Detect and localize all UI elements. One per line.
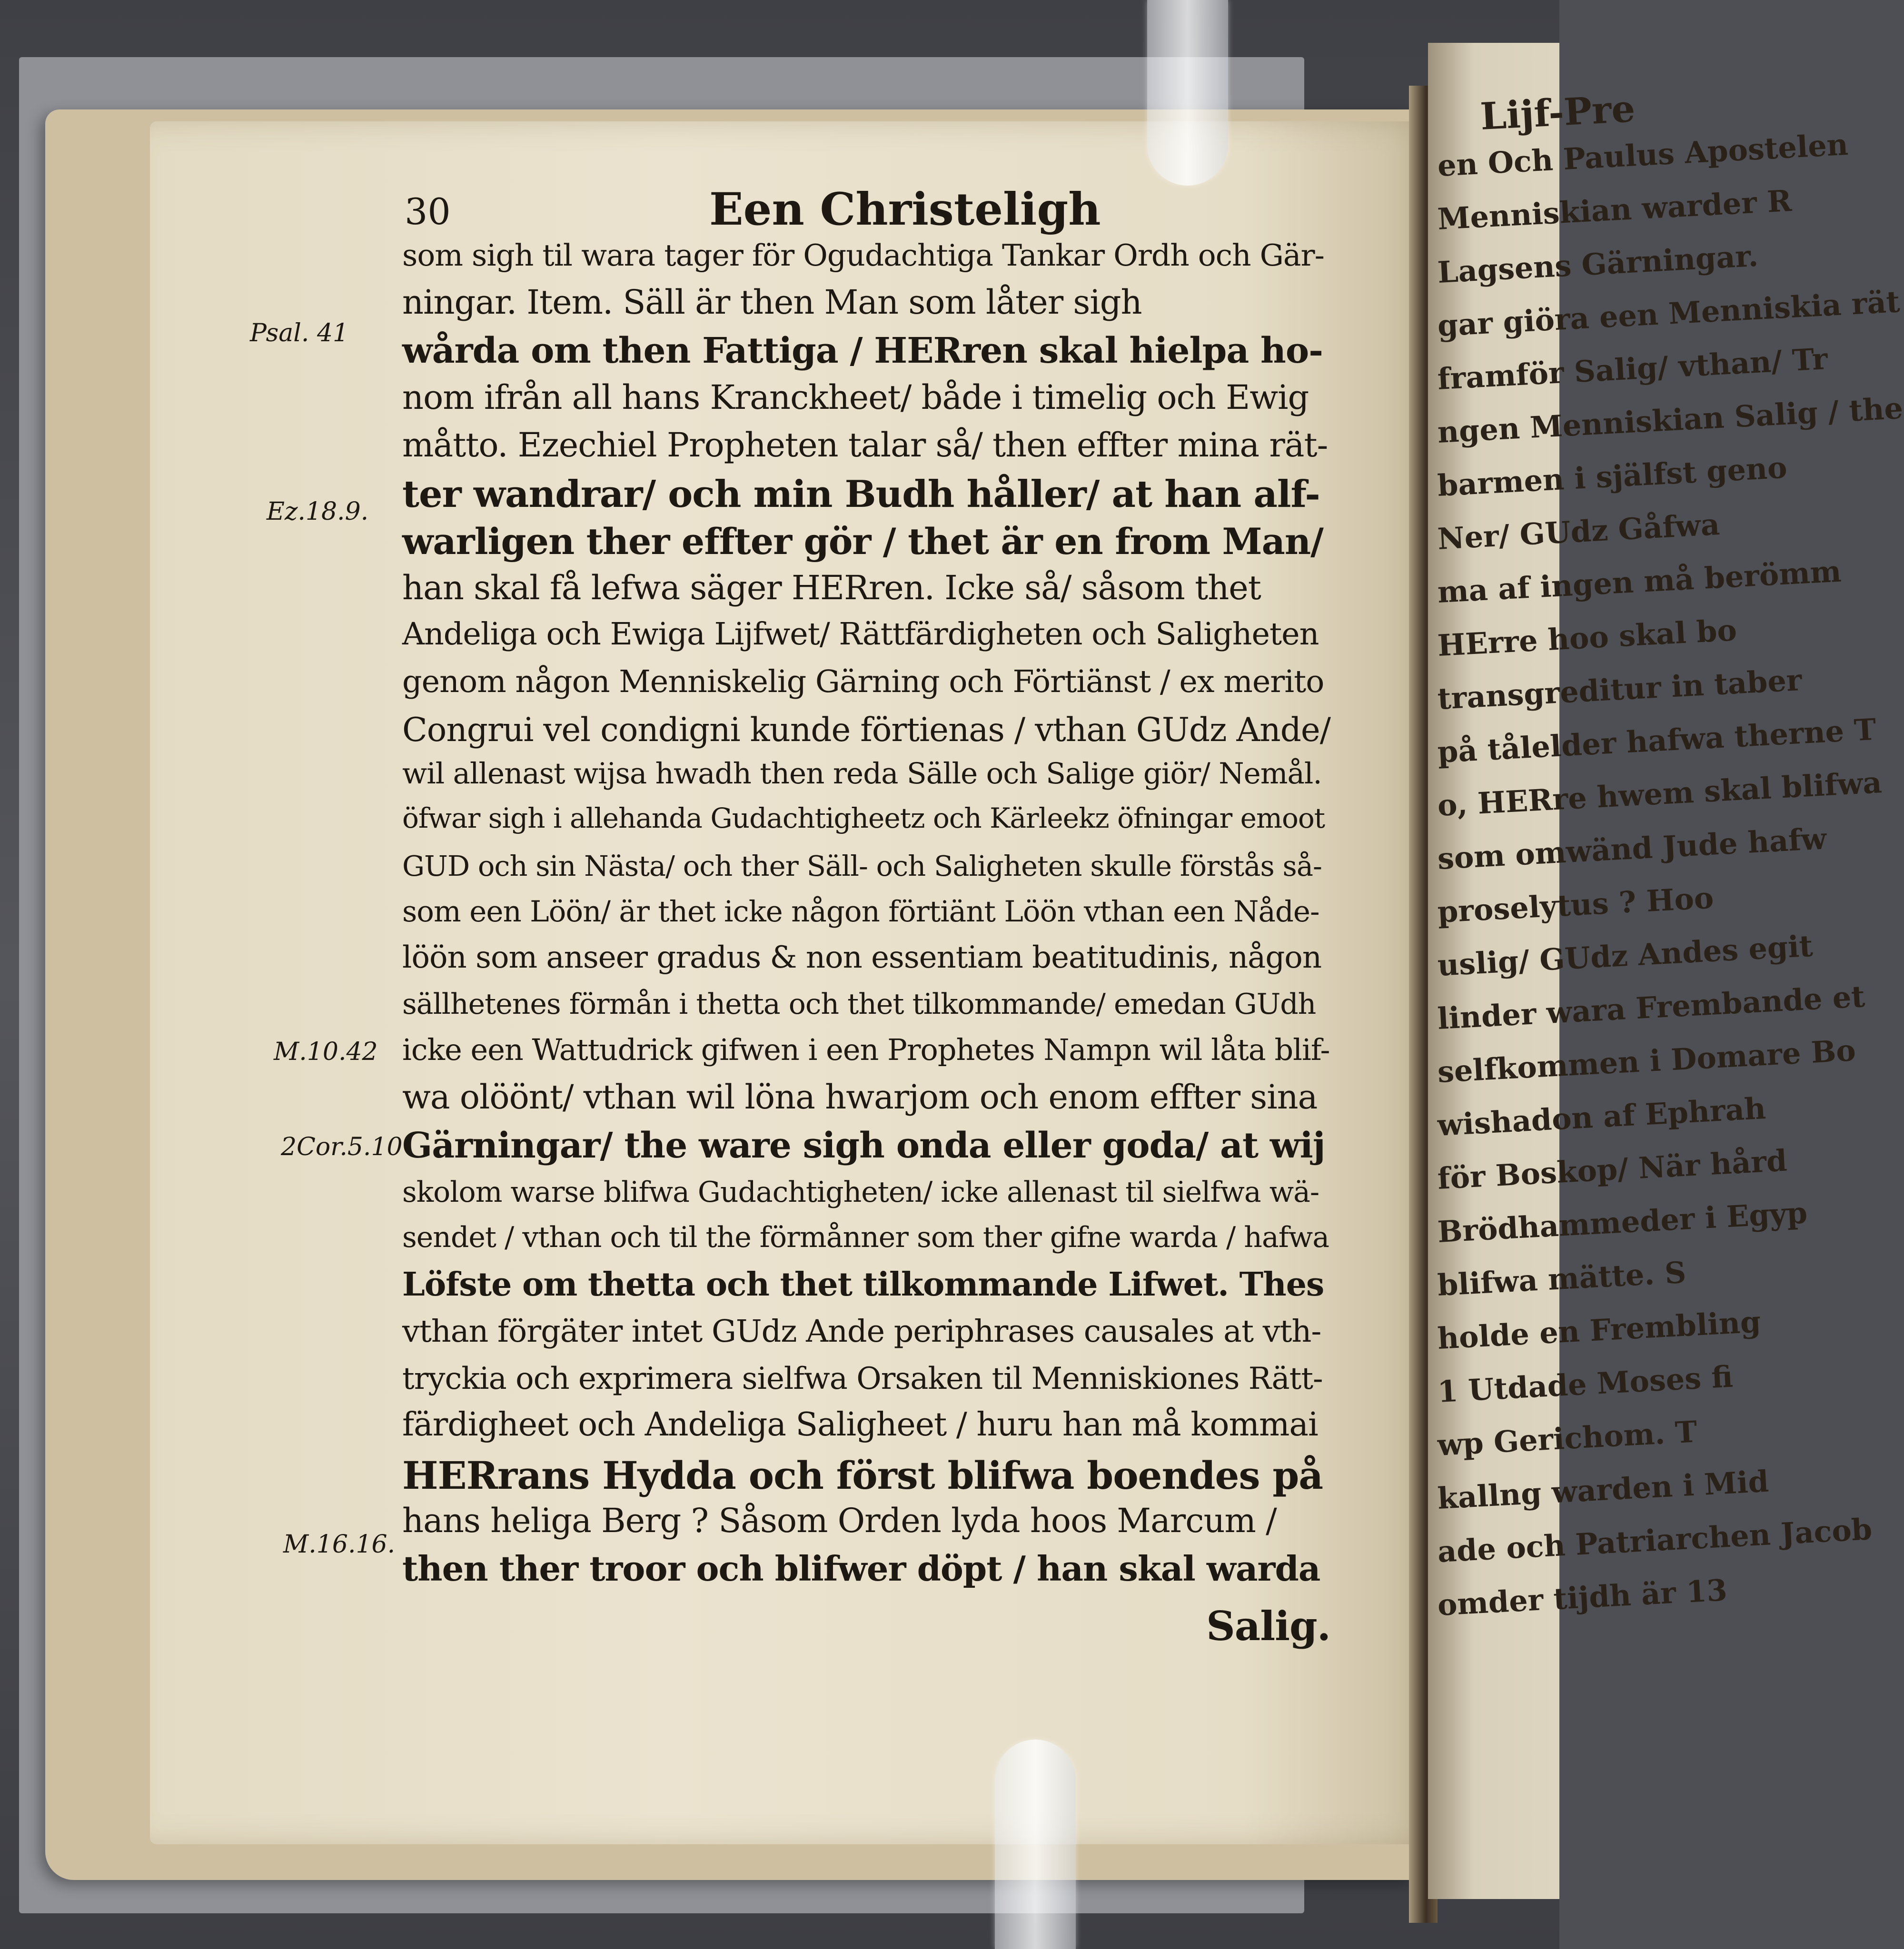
- text-line: vthan förgäter intet GUdz Ande periphrases causales at vth-: [402, 1314, 1321, 1349]
- text-line: Andeliga och Ewiga Lijfwet/ Rättfärdigheten och Saligheten: [402, 616, 1319, 652]
- text-line: ter wandrar/ och min Budh håller/ at han alf-: [402, 473, 1320, 516]
- margin-note-mark: M.16.16.: [283, 1530, 396, 1559]
- text-line: han skal få lefwa säger HERren. Icke så/ såsom thet: [402, 568, 1261, 607]
- facing-page-line: för Boskop/ När hård: [1437, 1143, 1788, 1196]
- text-line: löön som anseer gradus & non essentiam beatitudinis, någon: [402, 940, 1322, 975]
- text-line: wil allenast wijsa hwadh then reda Sälle och Salige giör/ Nemål.: [402, 757, 1322, 791]
- facing-page-fragment: [1428, 43, 1904, 1899]
- facing-page-line: ade och Patriarchen Jacob: [1437, 1512, 1873, 1569]
- text-line: färdigheet och Andeliga Saligheet / huru han må kommai: [402, 1406, 1318, 1444]
- facing-page-line: som omwänd Jude hafw: [1437, 821, 1827, 876]
- text-line: hans heliga Berg ? Såsom Orden lyda hoos Marcum /: [402, 1501, 1277, 1540]
- facing-page-line: uslig/ GUdz Andes egit: [1437, 928, 1814, 983]
- text-line: wa olöönt/ vthan wil löna hwarjom och enom effter sina: [402, 1078, 1318, 1117]
- facing-page-line: blifwa mätte. S: [1437, 1255, 1687, 1303]
- facing-page-line: 1 Utdade Moses fi: [1437, 1359, 1734, 1409]
- facing-page-line: Menniskian warder R: [1437, 183, 1793, 237]
- facing-page-line: o, HERre hwem skal blifwa: [1437, 765, 1883, 823]
- text-line: sällhetenes förmån i thetta och thet tilkommande/ emedan GUdh: [402, 988, 1316, 1021]
- text-line: warligen ther effter gör / thet är en from Man/: [402, 520, 1323, 563]
- text-line: icke een Wattudrick gifwen i een Prophetes Nampn wil låta blif-: [402, 1032, 1330, 1067]
- facing-page-line: wishadon af Ephrah: [1437, 1090, 1767, 1143]
- text-line: ningar. Item. Säll är then Man som låter sigh: [402, 283, 1142, 322]
- facing-page-line: ngen Menniskian Salig / the: [1437, 390, 1904, 450]
- facing-page-line: transgreditur in taber: [1437, 662, 1803, 716]
- text-line: tryckia och exprimera sielfwa Orsaken til Menniskiones Rätt-: [402, 1361, 1323, 1396]
- text-line: skolom warse blifwa Gudachtigheten/ icke allenast til sielfwa wä-: [402, 1176, 1319, 1209]
- facing-page-line: Brödhammeder i Egyp: [1437, 1195, 1808, 1249]
- facing-page-line: selfkommen i Domare Bo: [1437, 1033, 1857, 1089]
- text-line: Löfste om thetta och thet tilkommande Lifwet. Thes: [402, 1266, 1324, 1304]
- running-title: Een Christeligh: [709, 183, 1101, 236]
- page-number: 30: [405, 190, 451, 233]
- text-line: måtto. Ezechiel Propheten talar så/ then effter mina rät-: [402, 425, 1328, 465]
- facing-page-line: proselytus ? Hoo: [1437, 880, 1715, 930]
- facing-page-line: gar giöra een Menniskia rät: [1437, 284, 1901, 343]
- facing-page-line: framför Salig/ vthan/ Tr: [1437, 341, 1829, 396]
- text-line: GUD och sin Nästa/ och ther Säll- och Saligheten skulle förstås så-: [402, 850, 1322, 882]
- facing-page-line: ma af ingen må berömm: [1437, 554, 1843, 610]
- text-line: sendet / vthan och til the förmånner som ther gifne warda / hafwa: [402, 1221, 1329, 1254]
- facing-page-line: linder wara Frembande et: [1437, 979, 1866, 1036]
- margin-note-corinthians: 2Cor.5.10: [281, 1133, 403, 1161]
- text-line: som sigh til wara tager för Ogudachtiga Tankar Ordh och Gär-: [402, 238, 1324, 273]
- text-line: öfwar sigh i allehanda Gudachtigheetz och Kärleekz öfningar emoot: [402, 802, 1325, 834]
- text-line: genom någon Menniskelig Gärning och Förtiänst / ex merito: [402, 664, 1324, 700]
- facing-page-line: på tålelder hafwa therne T: [1437, 712, 1877, 770]
- facing-page-line: omder tijdh är 13: [1437, 1573, 1728, 1623]
- margin-note-psalm: Psal. 41: [250, 319, 349, 347]
- text-line: wårda om then Fattiga / HERren skal hielpa ho-: [402, 330, 1323, 371]
- facing-page-line: HErre hoo skal bo: [1437, 613, 1738, 663]
- bottom-page-clip: [995, 1740, 1076, 1949]
- margin-note-ezekiel: Ez.18.9.: [267, 497, 369, 526]
- text-line: nom ifrån all hans Kranckheet/ både i timelig och Ewig: [402, 378, 1309, 417]
- margin-note-matthew: M.10.42: [274, 1038, 378, 1066]
- text-line: Salig.: [1206, 1603, 1330, 1650]
- top-page-clip: [1147, 0, 1228, 186]
- text-line: HERrans Hydda och först blifwa boendes på: [402, 1453, 1323, 1498]
- facing-page-line: holde en Frembling: [1437, 1304, 1762, 1356]
- text-line: then ther troor och blifwer döpt / han skal warda: [402, 1548, 1320, 1589]
- facing-page-line: Ner/ GUdz Gåfwa: [1437, 506, 1721, 556]
- text-line: som een Löön/ är thet icke någon förtiänt Löön vthan een Nåde-: [402, 895, 1319, 929]
- text-line: Congrui vel condigni kunde förtienas / vthan GUdz Ande/: [402, 711, 1330, 749]
- facing-page-line: kallng warden i Mid: [1437, 1464, 1770, 1516]
- facing-page-line: Lijf-Pre: [1479, 87, 1636, 139]
- facing-page-line: wp Gerichom. T: [1437, 1414, 1698, 1463]
- facing-page-line: Lagsens Gärningar.: [1437, 238, 1759, 290]
- text-line: Gärningar/ the ware sigh onda eller goda/ at wij: [402, 1125, 1325, 1166]
- facing-page-line: barmen i själfst geno: [1437, 450, 1788, 503]
- facing-page-line: en Och Paulus Apostelen: [1437, 127, 1849, 183]
